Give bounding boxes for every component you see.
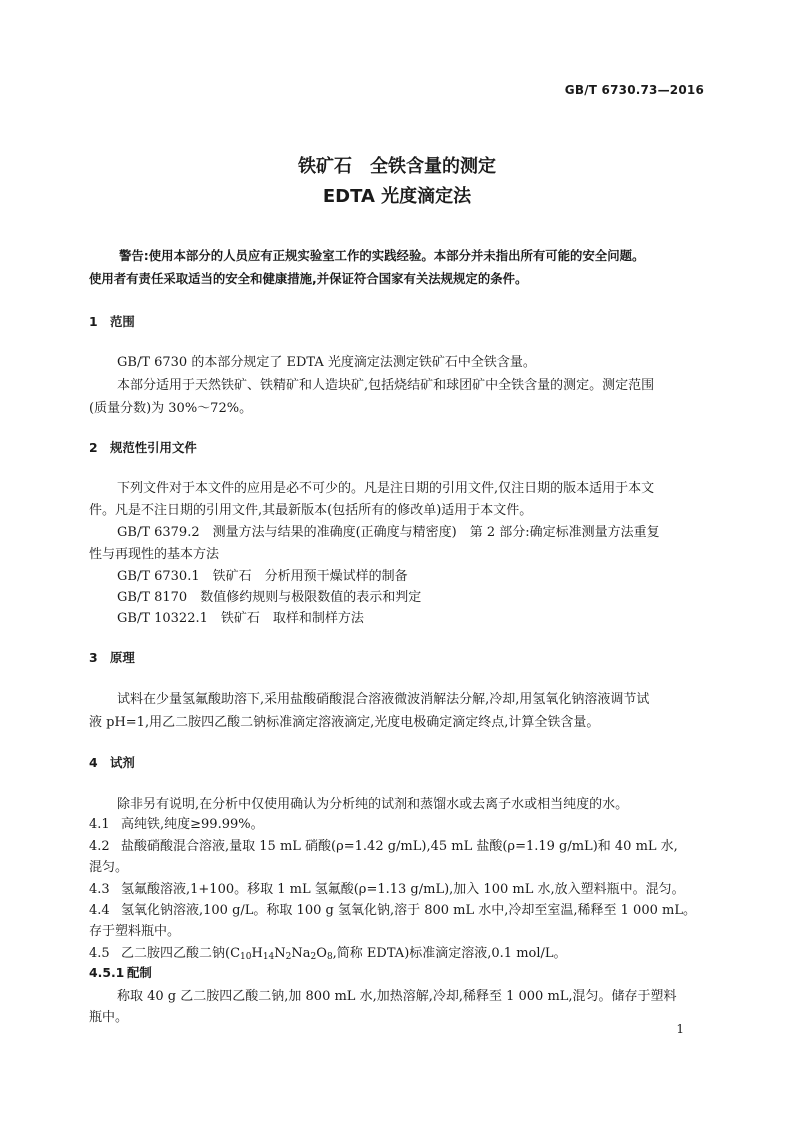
reagent-item	[89, 878, 685, 897]
warning-line: 使用者有责任采取适当的安全和健康措施,并保证符合国家有关法规规定的条件。	[89, 271, 528, 286]
section-title: 原理	[110, 650, 135, 665]
section-number: 3	[89, 650, 98, 665]
formula-subscript: 2	[285, 952, 292, 962]
reference-item: GB/T 6379.2 测量方法与结果的准确度(正确度与精密度) 第 2 部分:确定标准测量方法重复	[117, 525, 660, 540]
reference-item: GB/T 10322.1 铁矿石 取样和制样方法	[117, 611, 364, 626]
item-text: 高纯铁,纯度≥99.99%。	[121, 817, 264, 832]
formula-part: N	[274, 946, 286, 961]
reference-item: 性与再现性的基本方法	[89, 547, 220, 562]
reagents-intro: 除非另有说明,在分析中仅使用确认为分析纯的试剂和蒸馏水或去离子水或相当纯度的水。	[117, 797, 629, 812]
reagent-item	[89, 813, 264, 832]
document-title: 铁矿石 全铁含量的测定	[298, 156, 496, 177]
item-number: 4.2	[89, 839, 110, 854]
references-paragraph: 下列文件对于本文件的应用是必不可少的。凡是注日期的引用文件,仅注日期的版本适用于本文	[117, 481, 655, 496]
scope-paragraph: 本部分适用于天然铁矿、铁精矿和人造块矿,包括烧结矿和球团矿中全铁含量的测定。测定范围	[117, 378, 655, 393]
formula-part: O	[316, 946, 327, 961]
section-title: 试剂	[110, 755, 135, 770]
formula-part: 乙二胺四乙酸二钠(C	[121, 946, 241, 961]
reagent-item	[89, 942, 567, 961]
page-number: 1	[676, 1022, 684, 1036]
item-number: 4.5	[89, 946, 110, 961]
warning-paragraph	[89, 244, 707, 290]
section-number: 2	[89, 440, 98, 455]
section-heading-references	[89, 438, 197, 456]
item-text: 盐酸硝酸混合溶液,量取 15 mL 硝酸(ρ=1.42 g/mL),45 mL 盐酸(ρ=1.19 g/mL)和 40 mL 水,	[121, 839, 678, 854]
preparation-paragraph: 称取 40 g 乙二胺四乙酸二钠,加 800 mL 水,加热溶解,冷却,稀释至 1 000 mL,混匀。储存于塑料	[117, 989, 677, 1004]
section-heading-reagents	[89, 753, 135, 771]
item-number: 4.5.1	[89, 965, 125, 980]
subsection-title: 配制	[127, 965, 152, 980]
scope-paragraph: GB/T 6730 的本部分规定了 EDTA 光度滴定法测定铁矿石中全铁含量。	[117, 355, 536, 370]
section-heading-principle	[89, 648, 135, 666]
section-title: 规范性引用文件	[110, 440, 197, 455]
item-number: 4.4	[89, 903, 110, 918]
section-number: 1	[89, 314, 98, 329]
warning-line: 警告:使用本部分的人员应有正规实验室工作的实践经验。本部分并未指出所有可能的安全问题。	[119, 248, 645, 263]
section-heading-scope	[89, 312, 135, 330]
section-number: 4	[89, 755, 98, 770]
item-text-continuation: 存于塑料瓶中。	[89, 924, 181, 939]
item-text: 氢氟酸溶液,1+100。移取 1 mL 氢氟酸(ρ=1.13 g/mL),加入 100 mL 水,放入塑料瓶中。混匀。	[121, 882, 685, 897]
subsection-heading	[89, 963, 152, 981]
item-number: 4.3	[89, 882, 110, 897]
formula-subscript: 2	[310, 952, 317, 962]
formula-part: ,简称 EDTA)标准滴定溶液,0.1 mol/L。	[332, 946, 567, 961]
scope-paragraph: (质量分数)为 30%～72%。	[89, 401, 253, 416]
reference-item: GB/T 8170 数值修约规则与极限数值的表示和判定	[117, 590, 422, 605]
section-title: 范围	[110, 314, 135, 329]
item-text: 氢氧化钠溶液,100 g/L。称取 100 g 氢氧化钠,溶于 800 mL 水中,冷却至室温,稀释至 1 000 mL。	[121, 903, 696, 918]
preparation-paragraph: 瓶中。	[89, 1010, 129, 1025]
item-number: 4.1	[89, 817, 110, 832]
formula-subscript: 8	[326, 952, 333, 962]
reference-item: GB/T 6730.1 铁矿石 分析用预干燥试样的制备	[117, 569, 408, 584]
formula-part: H	[251, 946, 263, 961]
item-text-continuation: 混匀。	[89, 860, 129, 875]
principle-paragraph: 试料在少量氢氟酸助溶下,采用盐酸硝酸混合溶液微波消解法分解,冷却,用氢氧化钠溶液调节试	[117, 692, 650, 707]
standard-code: GB/T 6730.73—2016	[564, 83, 704, 97]
references-paragraph: 件。凡是不注日期的引用文件,其最新版本(包括所有的修改单)适用于本文件。	[89, 503, 533, 518]
formula-subscript: 10	[240, 952, 252, 962]
principle-paragraph: 液 pH=1,用乙二胺四乙酸二钠标准滴定溶液滴定,光度电极确定滴定终点,计算全铁含量。	[89, 715, 600, 730]
document-subtitle: EDTA 光度滴定法	[322, 186, 472, 207]
item-text	[121, 946, 567, 961]
formula-part: Na	[291, 946, 311, 961]
formula-subscript: 14	[262, 952, 275, 962]
reagent-item	[89, 899, 696, 918]
reagent-item	[89, 835, 678, 854]
